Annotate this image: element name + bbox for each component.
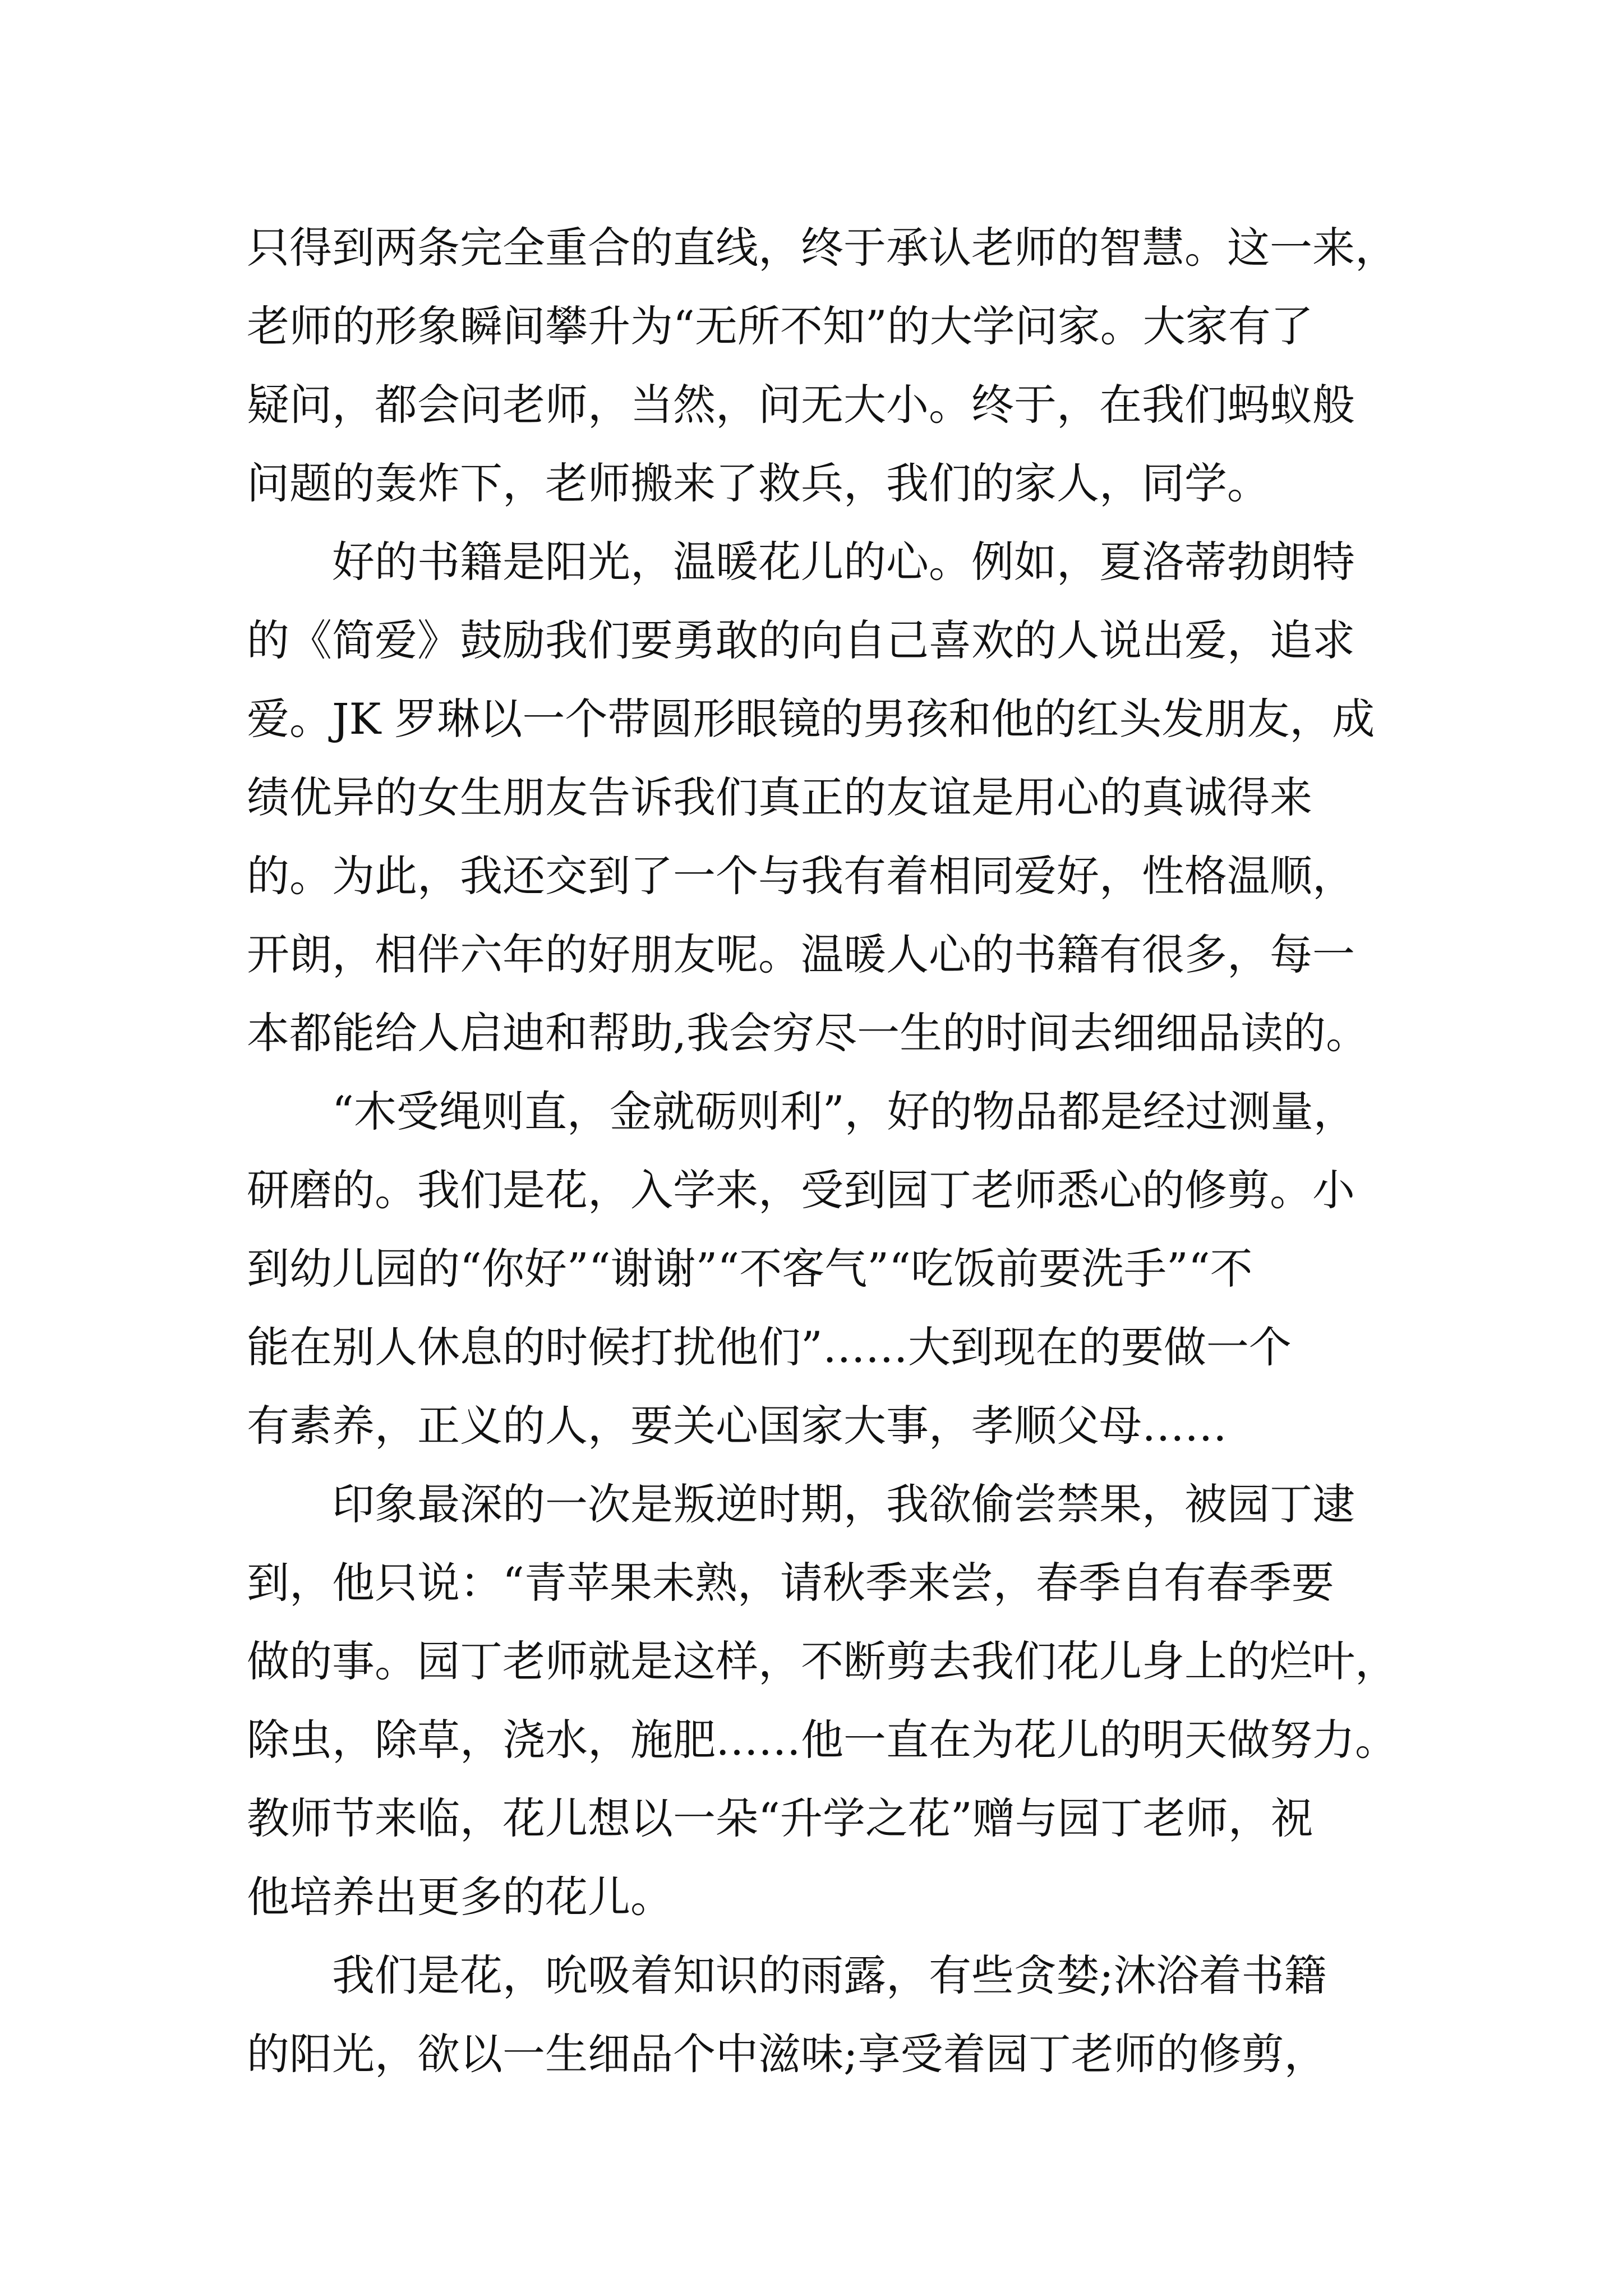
text-line: 老师的形象瞬间攀升为“无所不知”的大学问家。大家有了 (247, 301, 1313, 351)
text-line: 到幼儿园的“你好”“谢谢”“不客气”“吃饭前要洗手”“不 (247, 1244, 1253, 1294)
text-line: 研磨的。我们是花，入学来，受到园丁老师悉心的修剪。小 (247, 1165, 1355, 1215)
text-line: 到，他只说：“青苹果未熟，请秋季来尝，春季自有春季要 (247, 1558, 1334, 1608)
text-line: 爱。JK 罗琳以一个带圆形眼镜的男孩和他的红头发朋友，成 (247, 694, 1375, 744)
text-line: 除虫，除草，浇水，施肥……他一直在为花儿的明天做努力。 (247, 1715, 1398, 1765)
text-line: 教师节来临，花儿想以一朵“升学之花”赠与园丁老师，祝 (247, 1793, 1313, 1843)
text-line: 好的书籍是阳光，温暖花儿的心。例如，夏洛蒂勃朗特 (247, 537, 1355, 587)
text-line: 能在别人休息的时候打扰他们”……大到现在的要做一个 (247, 1322, 1292, 1372)
text-line: 疑问，都会问老师，当然，问无大小。终于，在我们蚂蚁般 (247, 380, 1355, 430)
text-line: 的阳光，欲以一生细品个中滋味;享受着园丁老师的修剪， (247, 2029, 1327, 2079)
text-line: 做的事。园丁老师就是这样，不断剪去我们花儿身上的烂叶， (247, 1636, 1398, 1686)
text-line: “木受绳则直，金就砺则利”，好的物品都是经过测量， (247, 1087, 1356, 1137)
essay-body (247, 209, 1396, 2093)
text-line: 的《简爱》鼓励我们要勇敢的向自己喜欢的人说出爱，追求 (247, 615, 1355, 665)
text-line: 问题的轰炸下，老师搬来了救兵，我们的家人，同学。 (247, 458, 1270, 508)
text-line: 有素养，正义的人，要关心国家大事，孝顺父母…… (247, 1401, 1227, 1451)
text-line: 绩优异的女生朋友告诉我们真正的友谊是用心的真诚得来 (247, 772, 1312, 822)
text-line: 开朗，相伴六年的好朋友呢。温暖人心的书籍有很多，每一 (247, 930, 1355, 979)
text-line: 只得到两条完全重合的直线，终于承认老师的智慧。这一来， (247, 223, 1398, 273)
text-line: 我们是花，吮吸着知识的雨露，有些贪婪;沐浴着书籍 (247, 1950, 1327, 2000)
text-line: 印象最深的一次是叛逆时期，我欲偷尝禁果，被园丁逮 (247, 1479, 1355, 1529)
text-line: 本都能给人启迪和帮助,我会穷尽一生的时间去细细品读的。 (247, 1008, 1369, 1058)
text-line: 的。为此，我还交到了一个与我有着相同爱好，性格温顺， (247, 851, 1355, 901)
text-line: 他培养出更多的花儿。 (247, 1872, 673, 1922)
